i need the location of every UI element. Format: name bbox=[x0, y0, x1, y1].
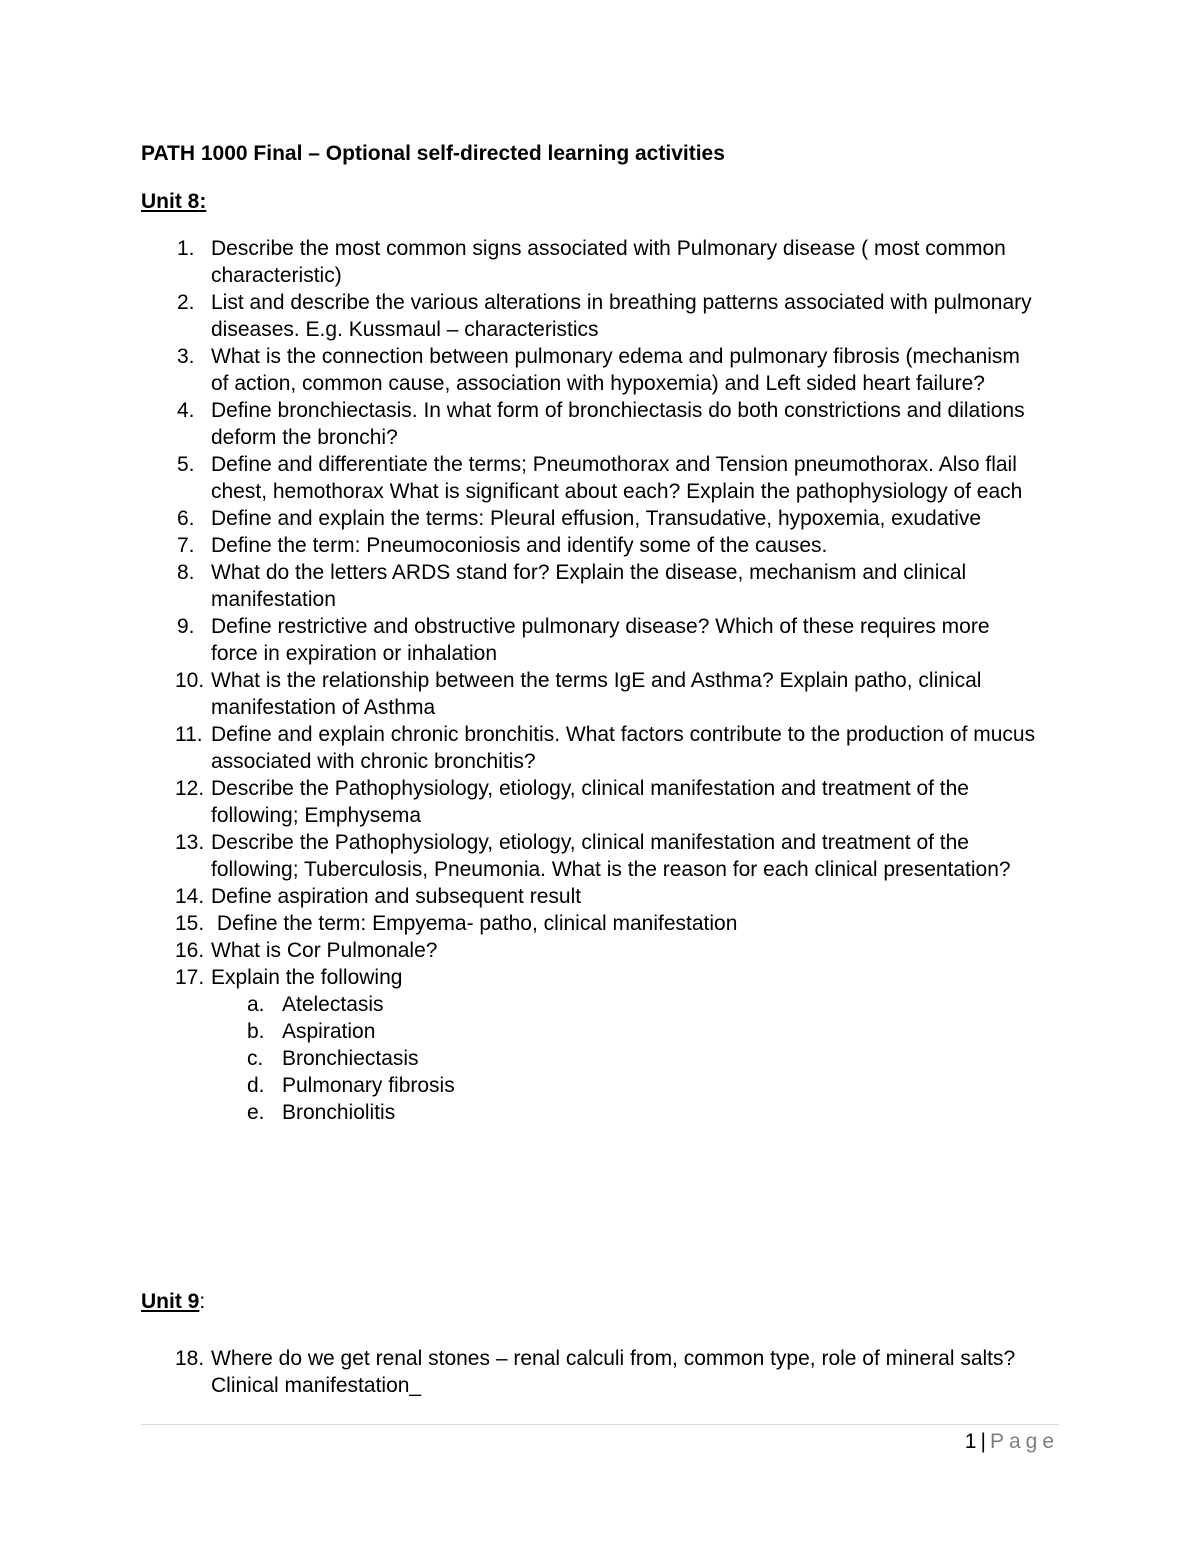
document-title: PATH 1000 Final – Optional self-directed learning activities bbox=[141, 142, 725, 165]
footer-divider bbox=[141, 1424, 1059, 1425]
question-text: Where do we get renal stones – renal calculi from, common type, role of mineral salts? Clinical manifestation_ bbox=[211, 1347, 1027, 1397]
question-item bbox=[0, 343, 1041, 397]
question-number: 10. bbox=[175, 669, 205, 692]
unit-9-heading-colon: : bbox=[199, 1290, 206, 1313]
question-item bbox=[0, 829, 1041, 883]
question-item bbox=[0, 559, 1041, 613]
question-text: What is Cor Pulmonale? bbox=[211, 939, 438, 962]
question-item bbox=[0, 613, 1041, 667]
question-number: 17. bbox=[175, 966, 205, 989]
question-number: 16. bbox=[175, 939, 205, 962]
question-text: List and describe the various alterations in breathing patterns associated with pulmonary diseases. E.g. Kussmaul – characteristics bbox=[211, 291, 1032, 341]
sub-item-list bbox=[211, 991, 1041, 1126]
question-number: 12. bbox=[175, 777, 205, 800]
question-number: 4. bbox=[177, 399, 195, 422]
question-item bbox=[0, 667, 1041, 721]
question-item bbox=[0, 721, 1041, 775]
question-item bbox=[0, 397, 1041, 451]
question-number: 18. bbox=[175, 1347, 205, 1370]
page-label: Page bbox=[989, 1430, 1059, 1453]
unit-8-heading-colon: : bbox=[199, 190, 207, 213]
question-text: What is the relationship between the terms IgE and Asthma? Explain patho, clinical manifestation of Asthma bbox=[211, 669, 982, 719]
sub-item-letter: a. bbox=[247, 993, 265, 1016]
question-number: 11. bbox=[175, 723, 203, 746]
question-item bbox=[0, 505, 1041, 532]
question-text: Define and differentiate the terms; Pneumothorax and Tension pneumothorax. Also flail chest, hemothorax What is significant about each? Explain the pathophysiology of each bbox=[211, 453, 1023, 503]
question-number: 2. bbox=[177, 291, 195, 314]
question-number: 7. bbox=[177, 534, 195, 557]
page-separator: | bbox=[980, 1430, 986, 1453]
sub-item-text: Pulmonary fibrosis bbox=[282, 1074, 455, 1097]
question-number: 6. bbox=[177, 507, 195, 530]
question-number: 14. bbox=[175, 885, 205, 908]
question-text: Explain the following bbox=[211, 966, 403, 989]
page-footer bbox=[965, 1430, 1059, 1454]
question-number: 5. bbox=[177, 453, 195, 476]
sub-item-text: Bronchiectasis bbox=[282, 1047, 419, 1070]
question-item bbox=[0, 289, 1041, 343]
unit-9-heading-text: Unit 9 bbox=[141, 1290, 200, 1313]
sub-item-text: Atelectasis bbox=[282, 993, 384, 1016]
question-item bbox=[0, 235, 1041, 289]
sub-item bbox=[211, 1072, 1041, 1099]
sub-item bbox=[211, 1045, 1041, 1072]
sub-item-text: Bronchiolitis bbox=[282, 1101, 396, 1124]
question-text: Define the term: Pneumoconiosis and identify some of the causes. bbox=[211, 534, 828, 557]
question-number: 13. bbox=[175, 831, 205, 854]
question-item bbox=[0, 532, 1041, 559]
sub-item bbox=[211, 1099, 1041, 1126]
question-text: Define bronchiectasis. In what form of bronchiectasis do both constrictions and dilations deform the bronchi? bbox=[211, 399, 1025, 449]
sub-item bbox=[211, 991, 1041, 1018]
question-text: Define and explain chronic bronchitis. What factors contribute to the production of mucus associated with chronic bronchitis? bbox=[211, 723, 1036, 773]
unit-9-heading bbox=[141, 1290, 205, 1314]
sub-item-text: Aspiration bbox=[282, 1020, 376, 1043]
sub-item-letter: c. bbox=[247, 1047, 264, 1070]
unit-8-question-list bbox=[0, 235, 1200, 1126]
question-text: Define and explain the terms: Pleural effusion, Transudative, hypoxemia, exudative bbox=[211, 507, 982, 530]
question-number: 15. bbox=[175, 912, 205, 935]
question-text: Describe the Pathophysiology, etiology, clinical manifestation and treatment of the following; Tuberculosis, Pneumonia. What is the reason for each clinical presentation? bbox=[211, 831, 1011, 881]
question-text: What is the connection between pulmonary edema and pulmonary fibrosis (mechanism of action, common cause, association with hypoxemia) and Left sided heart failure? bbox=[211, 345, 1020, 395]
sub-item-letter: b. bbox=[247, 1020, 265, 1043]
unit-8-heading-text: Unit 8 bbox=[141, 190, 200, 213]
question-item bbox=[0, 937, 1041, 964]
sub-item-letter: e. bbox=[247, 1101, 265, 1124]
sub-item bbox=[211, 1018, 1041, 1045]
question-text: Define aspiration and subsequent result bbox=[211, 885, 582, 908]
question-item bbox=[0, 1345, 1041, 1399]
question-item bbox=[0, 775, 1041, 829]
question-text: Define restrictive and obstructive pulmonary disease? Which of these requires more force in expiration or inhalation bbox=[211, 615, 990, 665]
unit-8-heading bbox=[141, 190, 206, 214]
question-text: Describe the most common signs associated with Pulmonary disease ( most common characteristic) bbox=[211, 237, 1006, 287]
question-number: 9. bbox=[177, 615, 195, 638]
question-text: Define the term: Empyema- patho, clinical manifestation bbox=[211, 912, 738, 935]
question-item bbox=[0, 910, 1041, 937]
question-number: 1. bbox=[177, 237, 195, 260]
question-item bbox=[0, 883, 1041, 910]
question-number: 3. bbox=[177, 345, 195, 368]
page-number: 1 bbox=[964, 1430, 977, 1453]
question-item bbox=[0, 451, 1041, 505]
question-text: Describe the Pathophysiology, etiology, clinical manifestation and treatment of the following; Emphysema bbox=[211, 777, 969, 827]
question-item bbox=[0, 964, 1041, 1126]
sub-item-letter: d. bbox=[247, 1074, 265, 1097]
question-text: What do the letters ARDS stand for? Explain the disease, mechanism and clinical manifestation bbox=[211, 561, 967, 611]
question-number: 8. bbox=[177, 561, 195, 584]
unit-9-question-list bbox=[0, 1345, 1200, 1399]
